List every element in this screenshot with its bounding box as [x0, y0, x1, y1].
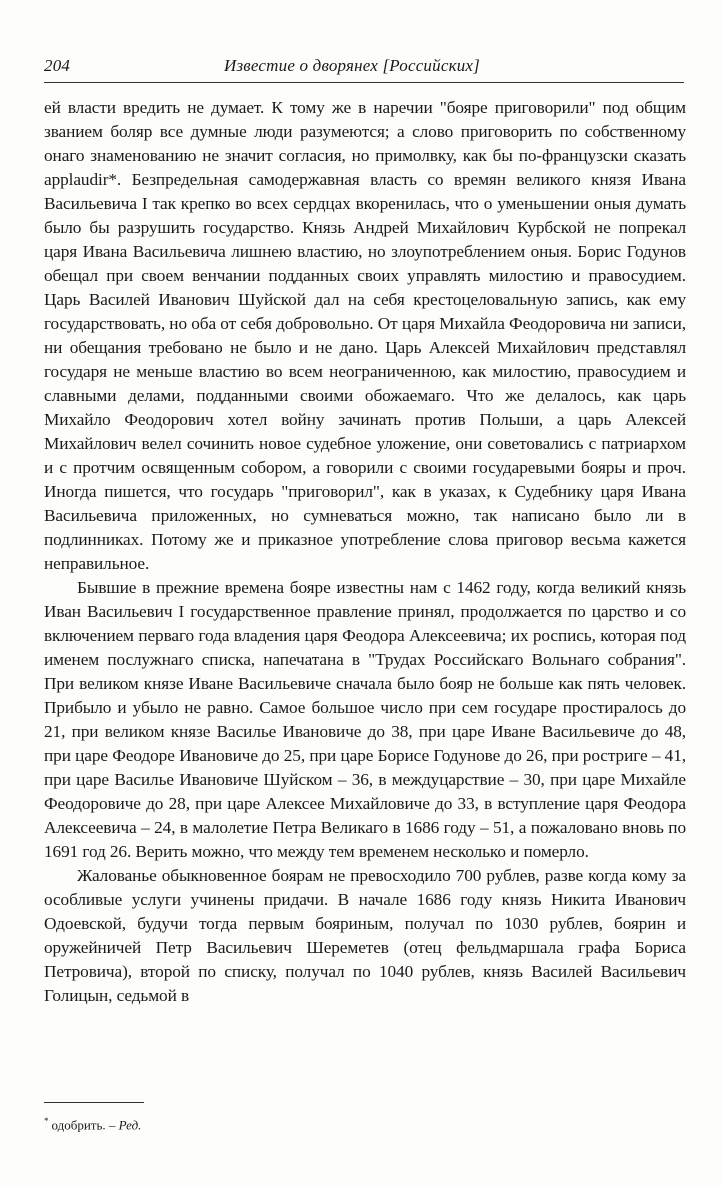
paragraph-1: ей власти вредить не думает. К тому же в наречии "бояре приговорили" под общим званием боляр все думные люди разумеются; а слово приговорить по собственному онаго знаменованию не значит согласия, но примолвку, как бы по-французски сказать applaudir*. Безпредельная самодержавная власть со времян великого князя Ивана Васильевича I так крепко во всех сердцах вкоренилась, что о уменьшении оныя думать было бы разрушить государство. Князь Андрей Михайлович Курбской не попрекал царя Ивана Васильевича лишнею властию, но злоупотреблением оныя. Борис Годунов обещал при своем венчании подданных своих управлять милостию и правосудием. Царь Василей Иванович Шуйской дал на себя крестоцеловальную запись, как ему государствовать, но оба от себя добровольно. От царя Михайла Феодоровича ни записи, ни обещания требовано не было и не дано. Царь Алексей Михайлович представлял государя не меньше властию во всем неограниченною, как милостию, правосудием и славными делами, подданными своими обожаемаго. Что же делалось, как царь Михайло Феодорович хотел войну зачинать против Польши, а царь Алексей Михайлович велел сочинить новое судебное уложение, они советовались с патриархом и с протчим освященным собором, а говорили с своими государевыми бояры и проч. Иногда пишется, что государь "приговорил", как в указах, к Судебнику царя Ивана Васильевича приложенных, но сумневаться можно, так написано было ли в подлинниках. Потому же и приказное употребление слова приговор весьма кажется неправильное.: [44, 98, 686, 573]
footnote-editor: Ред.: [118, 1117, 142, 1133]
header-rule: [44, 82, 684, 83]
running-title: Известие о дворянех [Российских]: [224, 56, 480, 75]
paragraph-3: Жалованье обыкновенное боярам не превосходило 700 рублев, разве когда кому за особливые услуги учинены придачи. В начале 1686 году князь Никита Иванович Одоевской, будучи тогда первым бояриным, получал по 1030 рублев, боярин и оружейничей Петр Васильевич Шереметев (отец фельдмаршала графа Бориса Петровича), второй по списку, получал по 1040 рублев, князь Василей Васильевич Голицын, седьмой в: [44, 866, 686, 1005]
paragraph-2: Бывшие в прежние времена бояре известны нам с 1462 году, когда великий князь Иван Васильевич I государственное правление принял, продолжается по царство и со включением перваго года владения царя Феодора Алексеевича; их роспись, которая под именем послужнаго списка, напечатана в "Трудах Российскаго Вольнаго собрания". При великом князе Иване Васильевиче сначала было бояр не больше как пять человек. Прибыло и убыло не равно. Самое большое число при сем государе простиралось до 21, при великом князе Василье Ивановиче до 38, при царе Иване Васильевиче до 48, при царе Феодоре Ивановиче до 25, при царе Борисе Годунове до 26, при ростриге – 41, при царе Василье Ивановиче Шуйском – 36, в междуцарствие – 30, при царе Михайле Феодоровиче до 28, при царе Алексее Михайловиче до 33, в вступление царя Феодора Алексеевича – 24, в малолетие Петра Великаго в 1686 году – 51, а пожаловано вновь по 1691 год 26. Верить можно, что между тем временем несколько и померло.: [44, 578, 686, 861]
footnote-text: одобрить. –: [51, 1117, 116, 1133]
page-header: [44, 56, 686, 82]
footnote-mark: *: [44, 1116, 49, 1126]
page-number: 204: [44, 56, 71, 75]
footnote: [44, 1112, 141, 1134]
body-text: [44, 96, 686, 1008]
footnote-rule: [44, 1102, 144, 1103]
